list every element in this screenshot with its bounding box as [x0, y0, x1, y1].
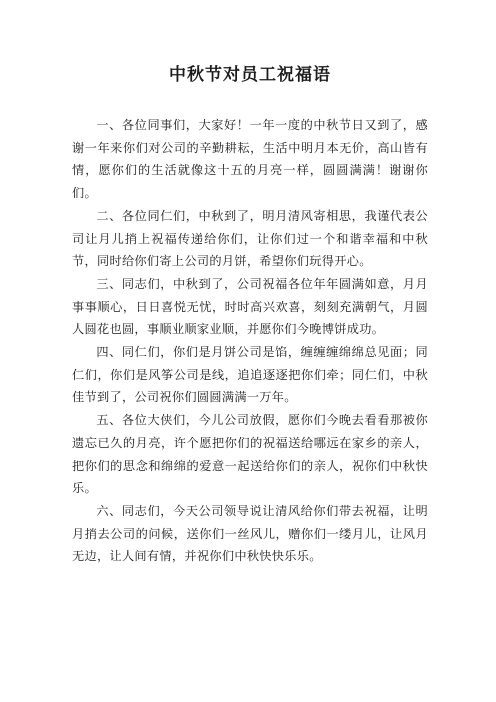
paragraph-1: 一、各位同事们，大家好！一年一度的中秋节日又到了，感谢一年来你们对公司的辛勤耕耘，生活中明月本无价，高山皆有情，愿你们的生活就像这十五的月亮一样，圆圆满满！谢谢你们。: [72, 118, 428, 201]
document-title: 中秋节对员工祝福语: [169, 65, 331, 85]
paragraph-6: 六、同志们，今天公司领导说让清风给你们带去祝福，让明月捎去公司的问候，送你们一丝风儿，赠你们一缕月儿，让风月无边，让人间有情，并祝你们中秋快快乐乐。: [72, 503, 428, 564]
paragraph-5: 五、各位大侠们，今儿公司放假，愿你们今晚去看看那被你遗忘已久的月亮，许个愿把你们的祝福送给哪远在家乡的亲人，把你们的思念和绵绵的爱意一起送给你们的亲人，祝你们中秋快乐。: [72, 413, 428, 496]
paragraph-3: 三、同志们，中秋到了，公司祝福各位年年圆满如意，月月事事顺心，日日喜悦无忧，时时高兴欢喜，刻刻充满朝气，月圆人圆花也圆，事顺业顺家业顺，并愿你们今晚博饼成功。: [72, 276, 428, 337]
paragraph-2: 二、各位同仁们，中秋到了，明月清风寄相思，我谨代表公司让月儿捎上祝福传递给你们，让你们过一个和谐幸福和中秋节，同时给你们寄上公司的月饼，希望你们玩得开心。: [72, 208, 428, 269]
document-body: [72, 114, 428, 568]
paragraph-4: 四、同仁们，你们是月饼公司是馅，缠缠缠绵绵总见面；同仁们，你们是风筝公司是线，追追逐逐把你们牵；同仁们，中秋佳节到了，公司祝你们圆圆满满一万年。: [72, 345, 428, 405]
